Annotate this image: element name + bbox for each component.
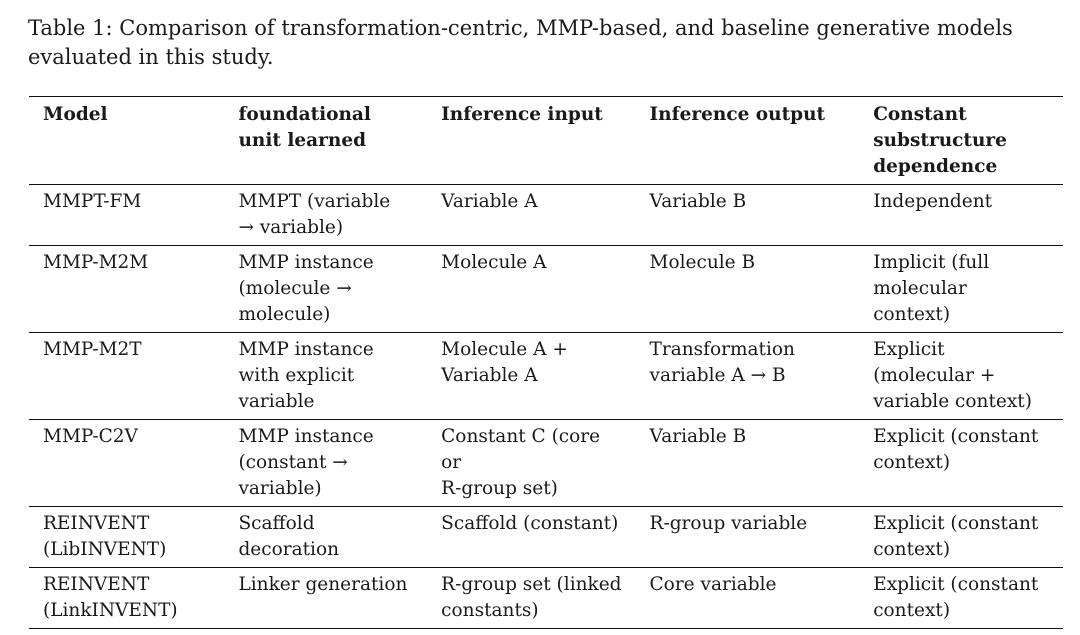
cell-line: Linker generation — [238, 574, 408, 595]
cell-line: Explicit (constant — [873, 513, 1039, 534]
cell-line: Explicit (constant — [873, 426, 1039, 447]
cell-line: Molecule A — [441, 252, 547, 273]
cell-foundational-unit — [224, 420, 427, 507]
cell-line: Scaffold — [238, 513, 315, 534]
table-body — [29, 185, 1063, 629]
cell-line: molecule) — [238, 304, 331, 325]
comparison-table — [29, 96, 1063, 629]
cell-line: Implicit (full — [873, 252, 990, 273]
cell-line: Variable A — [441, 365, 538, 386]
cell-constant-dependence — [859, 568, 1063, 629]
cell-inference-output — [636, 420, 860, 507]
cell-inference-input — [427, 568, 635, 629]
header-line: Inference output — [649, 104, 826, 125]
cell-foundational-unit — [224, 185, 427, 246]
header-foundational-unit — [224, 97, 427, 185]
header-line: dependence — [873, 156, 998, 177]
cell-inference-input — [427, 333, 635, 420]
table-row — [29, 185, 1063, 246]
cell-inference-output — [636, 185, 860, 246]
cell-line: R-group set) — [441, 478, 558, 499]
cell-line: (molecular + — [873, 365, 996, 386]
header-line: substructure — [873, 130, 1007, 151]
cell-line: variable) — [238, 478, 322, 499]
header-line: foundational — [238, 104, 371, 125]
cell-line: constants) — [441, 600, 539, 621]
cell-line: variable A → B — [649, 365, 786, 386]
cell-line: MMP instance — [238, 426, 374, 447]
table-row — [29, 246, 1063, 333]
cell-inference-output — [636, 568, 860, 629]
cell-line: with explicit — [238, 365, 355, 386]
header-line: Inference input — [441, 104, 603, 125]
cell-inference-input — [427, 185, 635, 246]
header-line: Constant — [873, 104, 967, 125]
cell-foundational-unit — [224, 333, 427, 420]
cell-foundational-unit — [224, 507, 427, 568]
cell-foundational-unit — [224, 568, 427, 629]
cell-line: R-group set (linked — [441, 574, 622, 595]
cell-line: Independent — [873, 191, 993, 212]
cell-line: MMP-M2M — [43, 252, 149, 273]
header-inference-input — [427, 97, 635, 185]
cell-line: context) — [873, 600, 951, 621]
cell-line: MMPT (variable — [238, 191, 391, 212]
table-row — [29, 568, 1063, 629]
cell-line: (LinkINVENT) — [43, 600, 178, 621]
cell-line: Explicit (constant — [873, 574, 1039, 595]
cell-inference-input — [427, 507, 635, 568]
cell-line: (constant → — [238, 452, 348, 473]
cell-constant-dependence — [859, 333, 1063, 420]
cell-line: decoration — [238, 539, 340, 560]
cell-line: variable context) — [873, 391, 1032, 412]
cell-model — [29, 246, 224, 333]
cell-constant-dependence — [859, 246, 1063, 333]
cell-line: Molecule B — [649, 252, 756, 273]
cell-model — [29, 185, 224, 246]
table-header — [29, 97, 1063, 185]
header-line: unit learned — [238, 130, 367, 151]
cell-line: REINVENT — [43, 513, 150, 534]
cell-foundational-unit — [224, 246, 427, 333]
cell-line: → variable) — [238, 217, 344, 238]
cell-line: variable — [238, 391, 315, 412]
cell-line: Scaffold (constant) — [441, 513, 619, 534]
table-caption: Table 1: Comparison of transformation-centric, MMP-based, and baseline generative models evaluated in this study. — [28, 16, 1013, 69]
table-row — [29, 420, 1063, 507]
cell-line: Variable B — [649, 191, 747, 212]
cell-model — [29, 333, 224, 420]
cell-line: (LibINVENT) — [43, 539, 167, 560]
cell-line: Transformation — [649, 339, 795, 360]
cell-line: context) — [873, 452, 951, 473]
cell-line: Variable A — [441, 191, 538, 212]
cell-inference-output — [636, 246, 860, 333]
header-row — [29, 97, 1063, 185]
cell-line: Variable B — [649, 426, 747, 447]
cell-inference-input — [427, 420, 635, 507]
cell-line: MMPT-FM — [43, 191, 142, 212]
cell-constant-dependence — [859, 185, 1063, 246]
cell-model — [29, 420, 224, 507]
cell-inference-output — [636, 333, 860, 420]
cell-constant-dependence — [859, 420, 1063, 507]
cell-line: context) — [873, 304, 951, 325]
cell-inference-output — [636, 507, 860, 568]
cell-line: context) — [873, 539, 951, 560]
cell-line: (molecule → — [238, 278, 352, 299]
cell-line: MMP-M2T — [43, 339, 142, 360]
cell-inference-input — [427, 246, 635, 333]
table-row — [29, 333, 1063, 420]
table-row — [29, 507, 1063, 568]
cell-line: Constant C (core or — [441, 426, 601, 473]
cell-model — [29, 568, 224, 629]
cell-line: Molecule A + — [441, 339, 568, 360]
header-model — [29, 97, 224, 185]
cell-line: MMP-C2V — [43, 426, 138, 447]
header-inference-output — [636, 97, 860, 185]
cell-model — [29, 507, 224, 568]
header-constant-dependence — [859, 97, 1063, 185]
cell-line: MMP instance — [238, 339, 374, 360]
cell-line: REINVENT — [43, 574, 150, 595]
cell-constant-dependence — [859, 507, 1063, 568]
cell-line: MMP instance — [238, 252, 374, 273]
cell-line: Explicit — [873, 339, 945, 360]
cell-line: Core variable — [649, 574, 777, 595]
header-line: Model — [43, 104, 108, 125]
cell-line: R-group variable — [649, 513, 808, 534]
cell-line: molecular — [873, 278, 967, 299]
